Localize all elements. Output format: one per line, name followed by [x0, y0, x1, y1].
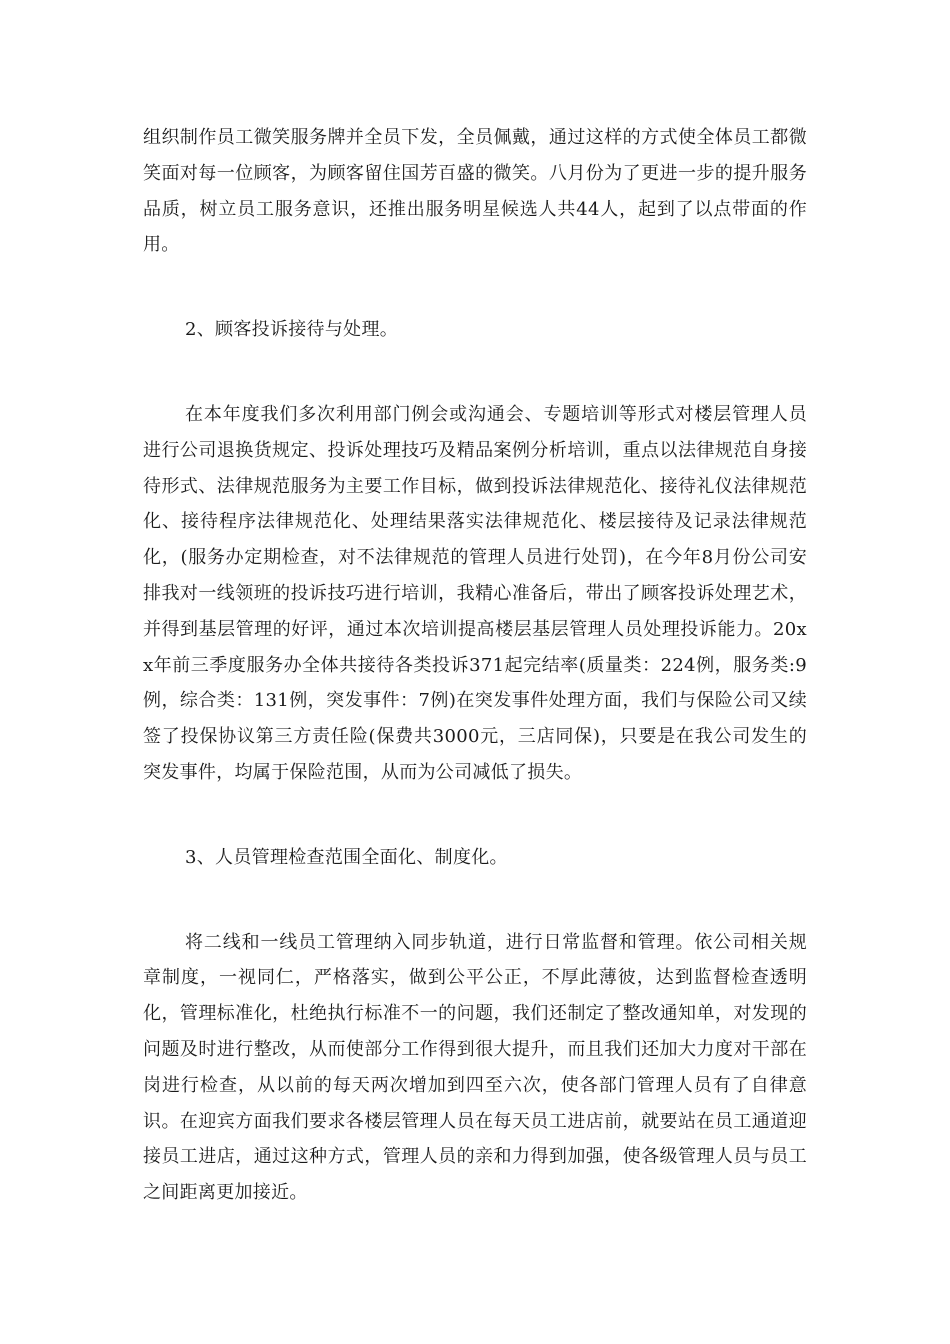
document-page — [143, 120, 807, 1211]
paragraph-gap — [143, 348, 807, 397]
paragraph-continued: 组织制作员工微笑服务牌并全员下发，全员佩戴，通过这样的方式使全体员工都微笑面对每一位顾客，为顾客留住国芳百盛的微笑。八月份为了更进一步的提升服务品质，树立员工服务意识，还推出服务明星候选人共44人，起到了以点带面的作用。 — [143, 127, 807, 256]
section-heading-personnel: 3、人员管理检查范围全面化、制度化。 — [185, 846, 508, 868]
paragraph-complaints: 在本年度我们多次利用部门例会或沟通会、专题培训等形式对楼层管理人员进行公司退换货规定、投诉处理技巧及精品案例分析培训，重点以法律规范自身接待形式、法律规范服务为主要工作目标，做到投诉法律规范化、接待礼仪法律规范化、接待程序法律规范化、处理结果落实法律规范化、楼层接待及记录法律规范化，(服务办定期检查，对不法律规范的管理人员进行处罚)，在今年8月份公司安排我对一线领班的投诉技巧进行培训，我精心准备后，带出了顾客投诉处理艺术，并得到基层管理的好评，通过本次培训提高楼层基层管理人员处理投诉能力。20xx年前三季度服务办全体共接待各类投诉371起完结率(质量类：224例，服务类:9例，综合类：131例，突发事件：7例)在突发事件处理方面，我们与保险公司又续签了投保协议第三方责任险(保费共3000元，三店同保)，只要是在我公司发生的突发事件，均属于保险范围，从而为公司减低了损失。 — [143, 403, 807, 783]
paragraph-gap — [143, 263, 807, 312]
paragraph-personnel: 将二线和一线员工管理纳入同步轨道，进行日常监督和管理。依公司相关规章制度，一视同仁，严格落实，做到公平公正，不厚此薄彼，达到监督检查透明化，管理标准化，杜绝执行标准不一的问题，我们还制定了整改通知单，对发现的问题及时进行整改，从而使部分工作得到很大提升，而且我们还加大力度对干部在岗进行检查，从以前的每天两次增加到四至六次，使各部门管理人员有了自律意识。在迎宾方面我们要求各楼层管理人员在每天员工进店前，就要站在员工通道迎接员工进店，通过这种方式，管理人员的亲和力得到加强，使各级管理人员与员工之间距离更加接近。 — [143, 931, 807, 1204]
paragraph-gap — [143, 791, 807, 840]
section-heading-complaints: 2、顾客投诉接待与处理。 — [185, 319, 399, 341]
paragraph-gap — [143, 876, 807, 925]
